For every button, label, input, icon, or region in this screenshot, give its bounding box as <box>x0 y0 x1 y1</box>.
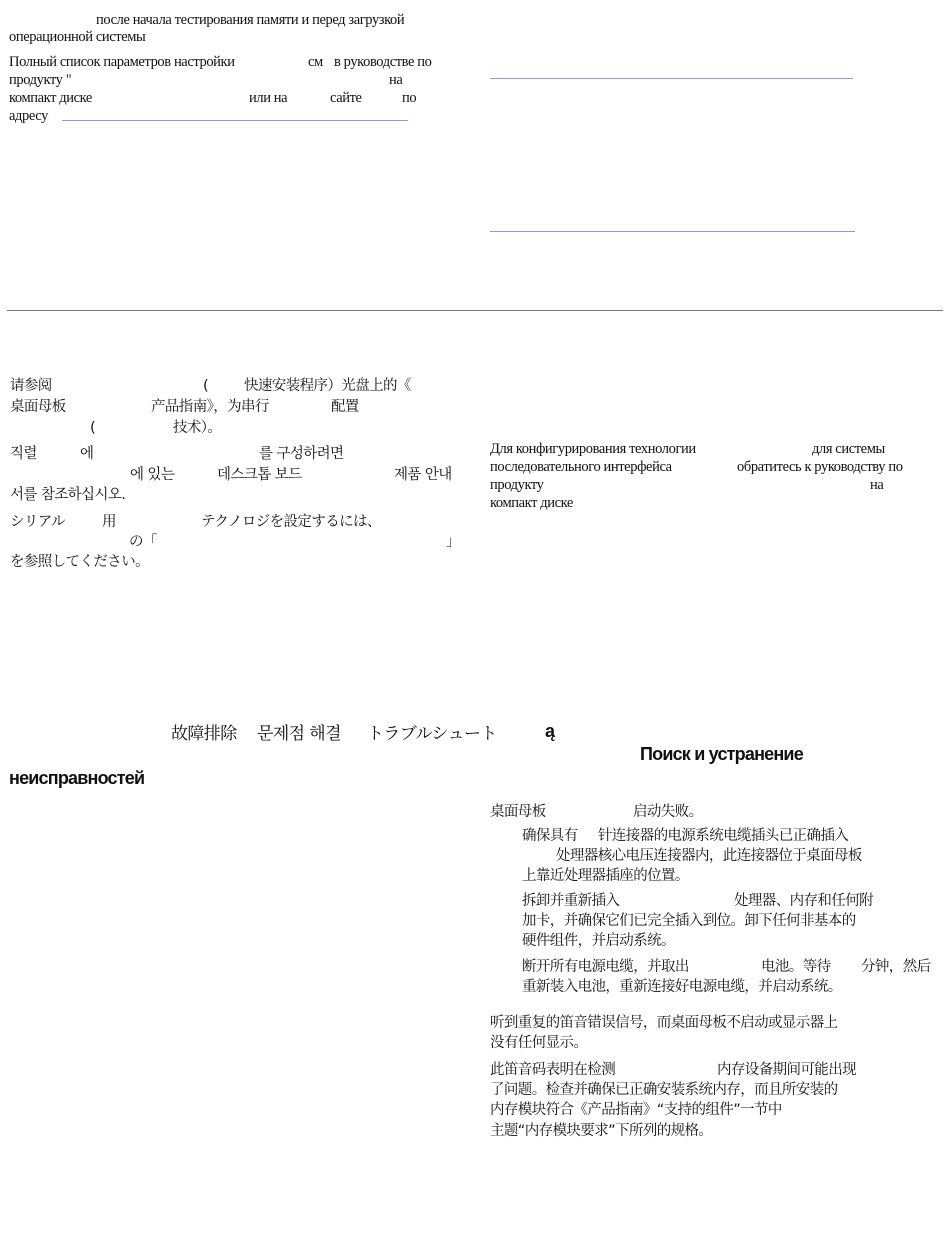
zh-symptom-title: 启动失败。 <box>633 804 703 820</box>
ko-serial-text: 직렬 <box>10 446 37 462</box>
heading-ja: トラブルシュート <box>367 724 497 744</box>
heading-ko: 문제점 해결 <box>257 724 341 744</box>
ru-setup-params-text: по <box>402 90 417 106</box>
heading-ru-line1: Поиск и устранение <box>640 744 803 764</box>
zh-bullet-text: 处理器、内存和任何附 <box>734 893 873 909</box>
link-underline[interactable] <box>490 78 853 79</box>
ja-serial-text: の「 <box>129 534 157 550</box>
zh-bullet-text: 拆卸并重新插入 <box>522 893 620 909</box>
section-divider <box>7 310 943 311</box>
zh-explanation-text: 了问题。检查并确保已正确安装系统内存，而且所安装的 <box>490 1082 838 1098</box>
ru-setup-params-text: на <box>389 72 403 88</box>
zh-explanation-text: 内存设备期间可能出现 <box>717 1062 856 1078</box>
ko-serial-text: 를 구성하려면 <box>259 446 344 462</box>
zh-symptom-title: 桌面母板 <box>490 804 546 820</box>
ru-serial-text: продукту <box>490 477 544 493</box>
ru-setup-params-text: в руководстве по <box>334 54 432 70</box>
zh-bullet-text: 电池。等待 <box>761 959 831 975</box>
ru-setup-params-text: продукту " <box>9 72 72 88</box>
zh-serial-text: ( <box>203 378 209 394</box>
ru-memory-test-line1: после начала тестирования памяти и перед загрузкой <box>96 12 405 28</box>
zh-bullet-text: 重新装入电池，重新连接好电源电缆，并启动系统。 <box>522 979 842 995</box>
ja-serial-text: シリアル <box>10 514 66 530</box>
ko-serial-text: 에 있는 <box>130 467 175 483</box>
zh-bullet-text: 确保具有 <box>522 828 578 844</box>
ko-serial-text: 제품 안내 <box>394 467 452 483</box>
ja-serial-text: テクノロジを設定するには、 <box>201 514 381 530</box>
zh-serial-text: 技术）。 <box>173 420 222 436</box>
zh-bullet-text: 断开所有电源电缆，并取出 <box>522 959 689 975</box>
ru-memory-test-line2: операционной системы <box>9 29 146 45</box>
zh-bullet-text: 加卡，并确保它们已完全插入到位。卸下任何非基本的 <box>522 913 856 929</box>
zh-explanation-text: 主题“内存模块要求”下所列的规格。 <box>490 1123 713 1139</box>
ru-setup-params-text: сайте <box>330 90 362 106</box>
zh-serial-text: 桌面母板 <box>10 399 66 415</box>
zh-bullet-text: 分钟，然后 <box>861 959 931 975</box>
ru-serial-text: для системы <box>812 441 885 457</box>
zh-explanation-text: 内存模块符合《产品指南》“支持的组件”一节中 <box>490 1102 782 1118</box>
ko-serial-text: 서를 참조하십시오. <box>10 487 126 503</box>
zh-serial-text: 快速安装程序）光盘上的《 <box>244 378 411 394</box>
ru-serial-text: на <box>870 477 884 493</box>
heading-zh: 故障排除 <box>171 724 237 744</box>
ja-serial-text: を参照してください。 <box>10 554 149 570</box>
zh-serial-text: 配置 <box>331 399 359 415</box>
zh-symptom-title: 没有任何显示。 <box>490 1035 588 1051</box>
zh-serial-text: 请参阅 <box>10 378 52 394</box>
zh-bullet-text: 处理器核心电压连接器内，此连接器位于桌面母板 <box>556 848 862 864</box>
ru-setup-params-text: Полный список параметров настройки <box>9 54 235 70</box>
heading-ru-line2: неисправностей <box>9 768 145 788</box>
ru-serial-text: компакт диске <box>490 495 573 511</box>
zh-serial-text: ( <box>90 420 96 436</box>
ko-serial-text: 에 <box>80 446 94 462</box>
zh-explanation-text: 此笛音码表明在检测 <box>490 1062 616 1078</box>
ru-serial-text: последовательного интерфейса <box>490 459 672 475</box>
ru-serial-text: Для конфигурирования технологии <box>490 441 696 457</box>
ru-setup-params-text: см <box>308 54 323 70</box>
zh-bullet-text: 硬件组件，并启动系统。 <box>522 933 675 949</box>
link-underline[interactable] <box>490 231 855 232</box>
zh-bullet-text: 上靠近处理器插座的位置。 <box>522 868 689 884</box>
ja-serial-text: 用 <box>102 514 116 530</box>
heading-pl: ą <box>545 721 555 741</box>
zh-serial-text: 产品指南》，为串行 <box>151 399 269 415</box>
ru-setup-params-text: или на <box>249 90 288 106</box>
ru-serial-text: обратитесь к руководству по <box>737 459 903 475</box>
zh-symptom-title: 听到重复的笛音错误信号，而桌面母板不启动或显示器上 <box>490 1015 838 1031</box>
ru-setup-params-text: адресу <box>9 108 48 124</box>
ja-serial-text: 」 <box>446 534 460 550</box>
website-link-underline[interactable] <box>62 120 408 121</box>
zh-bullet-text: 针连接器的电源系统电缆插头已正确插入 <box>598 828 849 844</box>
ru-setup-params-text: компакт диске <box>9 90 92 106</box>
ko-serial-text: 데스크톱 보드 <box>217 467 302 483</box>
